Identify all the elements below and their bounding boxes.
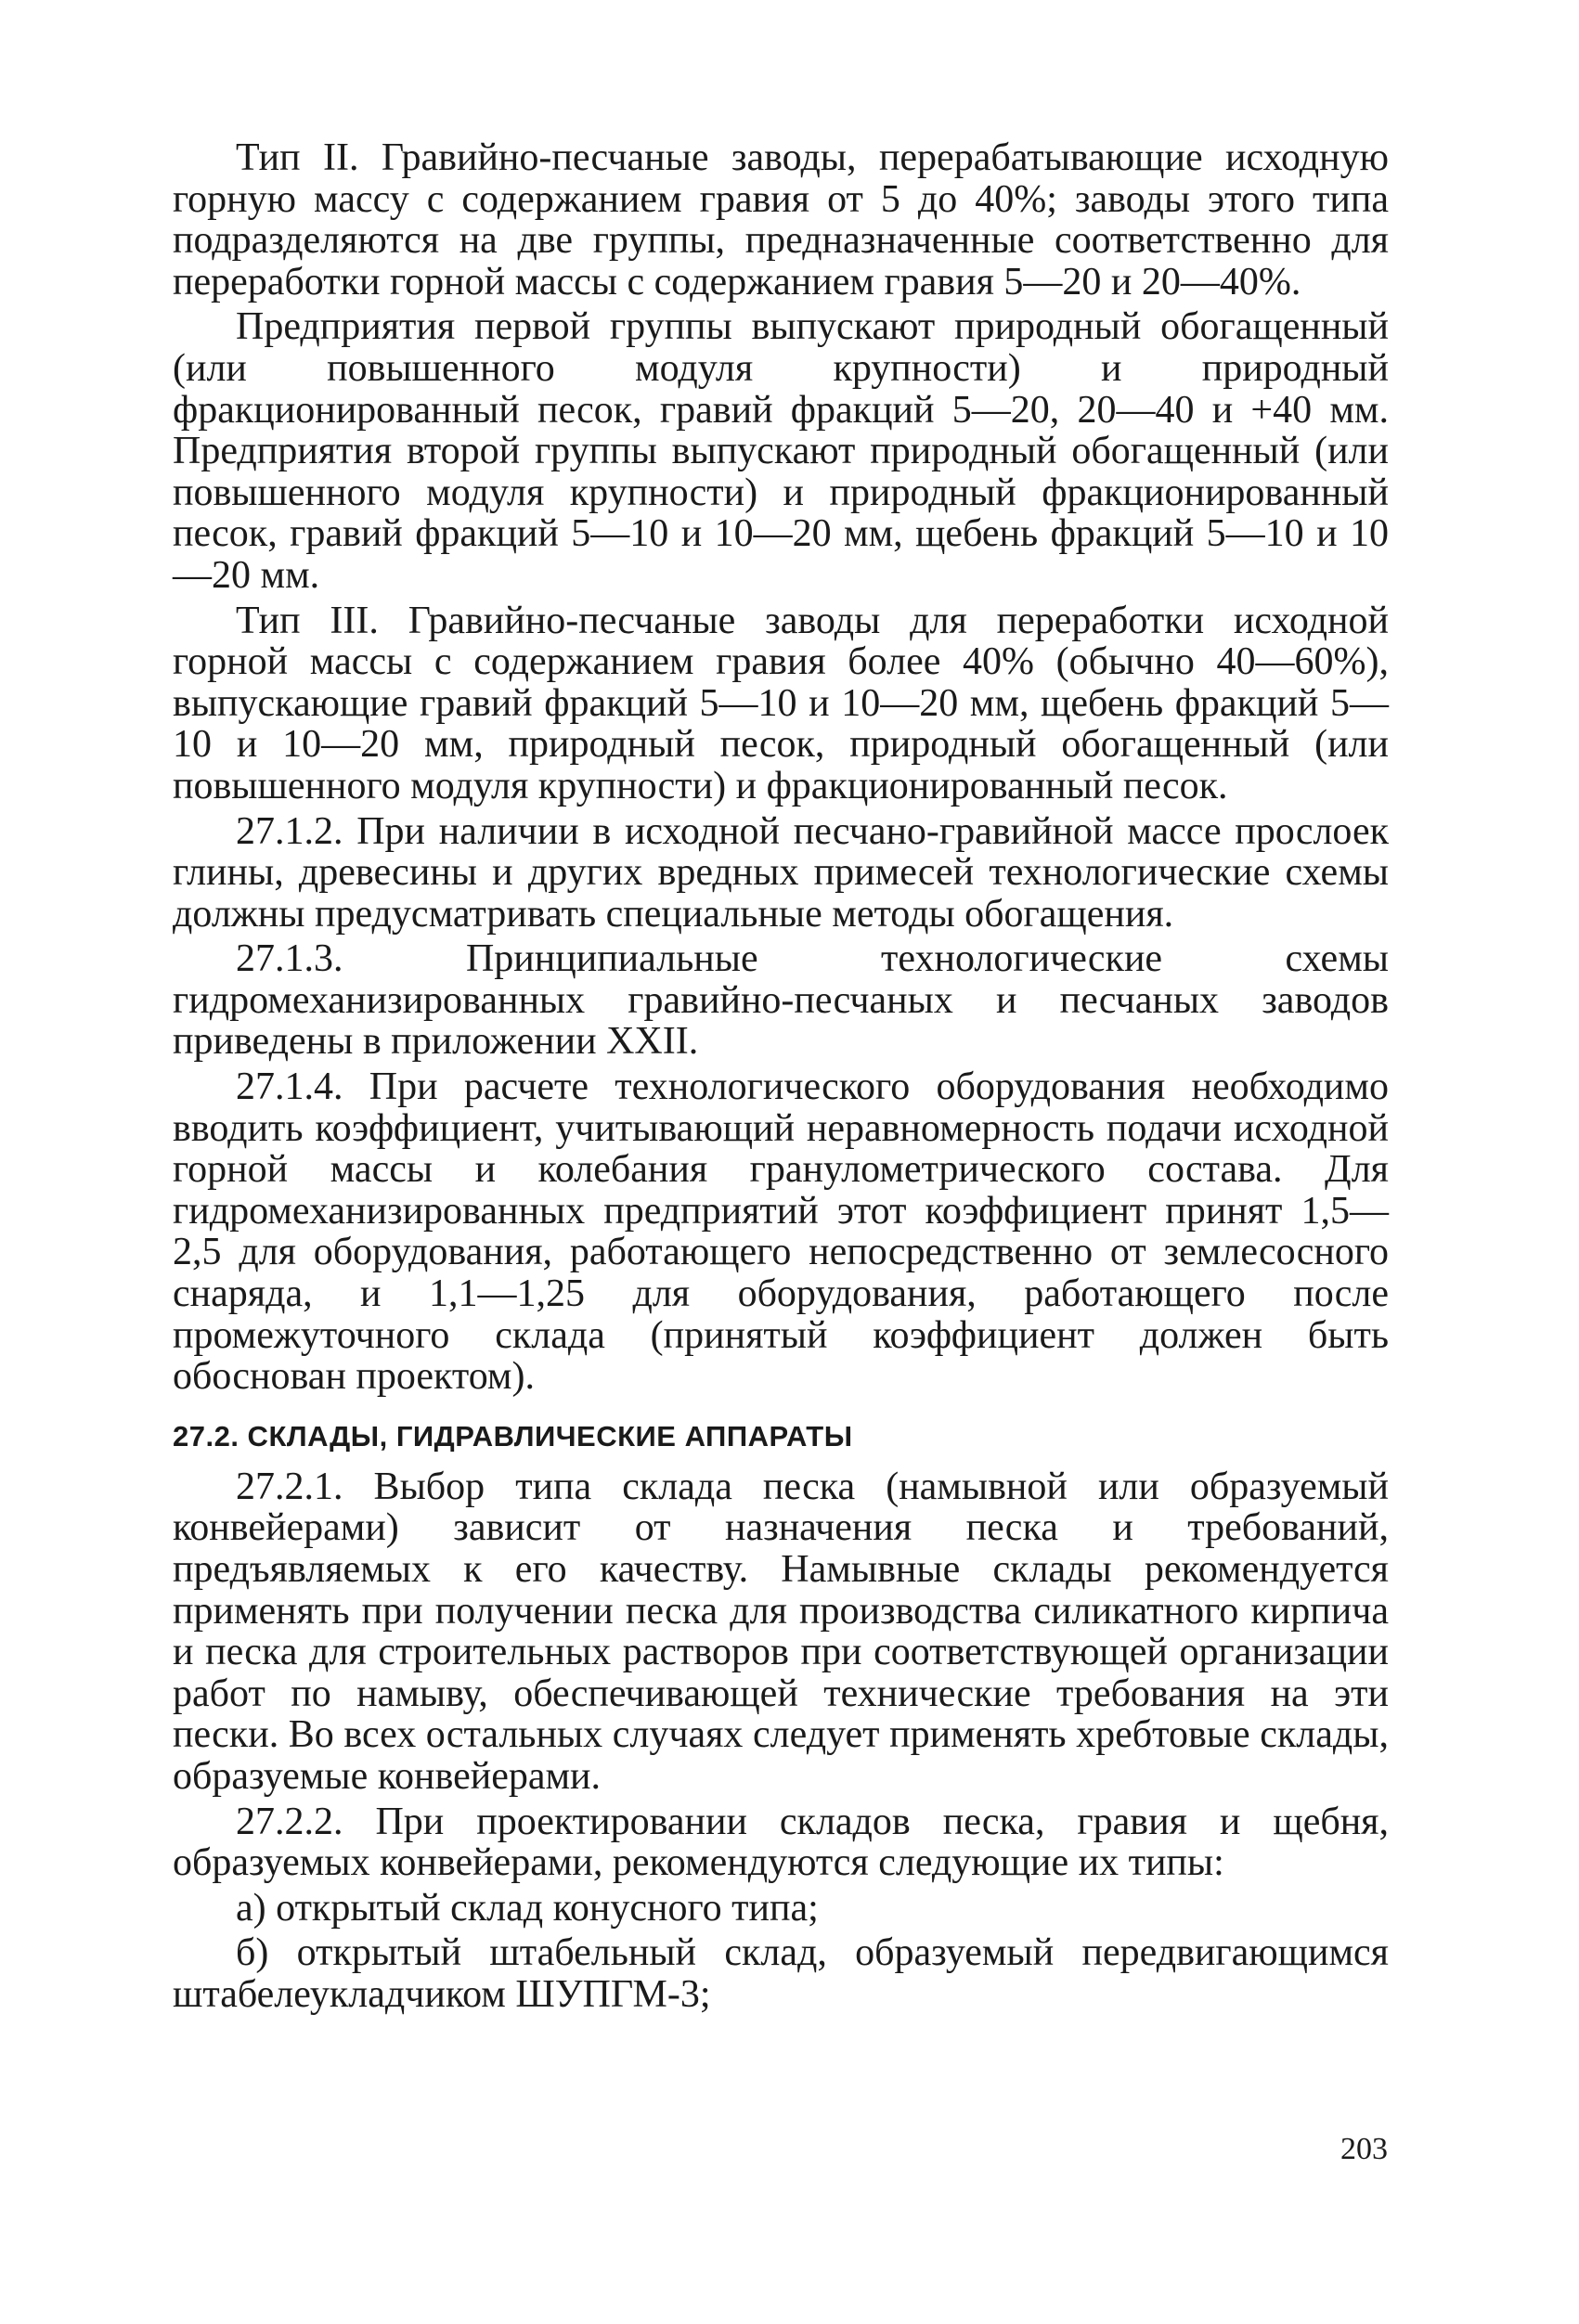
paragraph-27-2-2: 27.2.2. При проектировании складов песка, гравия и щебня, образуемых конвейерами, рекомендуются следующие их типы: [173,1800,1389,1885]
list-item-b: б) открытый штабельный склад, образуемый передвигающимся штабелеукладчиком ШУПГМ-3; [173,1931,1389,2016]
paragraph-27-1-4: 27.1.4. При расчете технологического оборудования необходимо вводить коэффициент, учитывающий неравномерность подачи исходной горной массы и колебания гранулометрического состава. Для гидромеханизированных предприятий этот коэффициент принят 1,5—2,5 для оборудования, работающего непосредственно от землесосного снаряда, и 1,1—1,25 для оборудования, работающего после промежуточного склада (принятый коэффициент должен быть обоснован проектом). [173,1065,1389,1399]
paragraph-first-group: Предприятия первой группы выпускают природный обогащенный (или повышенного модуля крупности) и природный фракционированный песок, гравий фракций 5—20, 20—40 и +40 мм. Предприятия второй группы выпускают природный обогащенный (или повышенного модуля крупности) и природный фракционированный песок, гравий фракций 5—10 и 10—20 мм, щебень фракций 5—10 и 10—20 мм. [173,305,1389,597]
paragraph-27-2-1: 27.2.1. Выбор типа склада песка (намывной или образуемый конвейерами) зависит от назначения песка и требований, предъявляемых к его качеству. Намывные склады рекомендуется применять при получении песка для производства силикатного кирпича и песка для строительных растворов при соответствующей организации работ по намыву, обеспечивающей технические требования на эти пески. Во всех остальных случаях следует применять хребтовые склады, образуемые конвейерами. [173,1465,1389,1798]
section-heading: 27.2. СКЛАДЫ, ГИДРАВЛИЧЕСКИЕ АППАРАТЫ [173,1419,853,1452]
paragraph-27-1-2: 27.1.2. При наличии в исходной песчано-гравийной массе прослоек глины, древесины и других вредных примесей технологические схемы должны предусматривать специальные методы обогащения. [173,809,1389,936]
paragraph-27-1-3: 27.1.3. Принципиальные технологические схемы гидромеханизированных гравийно-песчаных и песчаных заводов приведены в приложении XXII. [173,937,1389,1064]
list-item-a: а) открытый склад конусного типа; [236,1886,819,1930]
page-number: 203 [1340,2132,1388,2166]
paragraph-type-2: Тип II. Гравийно-песчаные заводы, перерабатывающие исходную горную массу с содержанием гравия от 5 до 40%; заводы этого типа подразделяются на две группы, предназначенные соответственно для переработки горной массы с содержанием гравия 5—20 и 20—40%. [173,136,1389,303]
paragraph-type-3: Тип III. Гравийно-песчаные заводы для переработки исходной горной массы с содержанием гравия более 40% (обычно 40—60%), выпускающие гравий фракций 5—10 и 10—20 мм, щебень фракций 5—10 и 10—20 мм, природный песок, природный обогащенный (или повышенного модуля крупности) и фракционированный песок. [173,599,1389,807]
page-body [173,137,1389,2020]
